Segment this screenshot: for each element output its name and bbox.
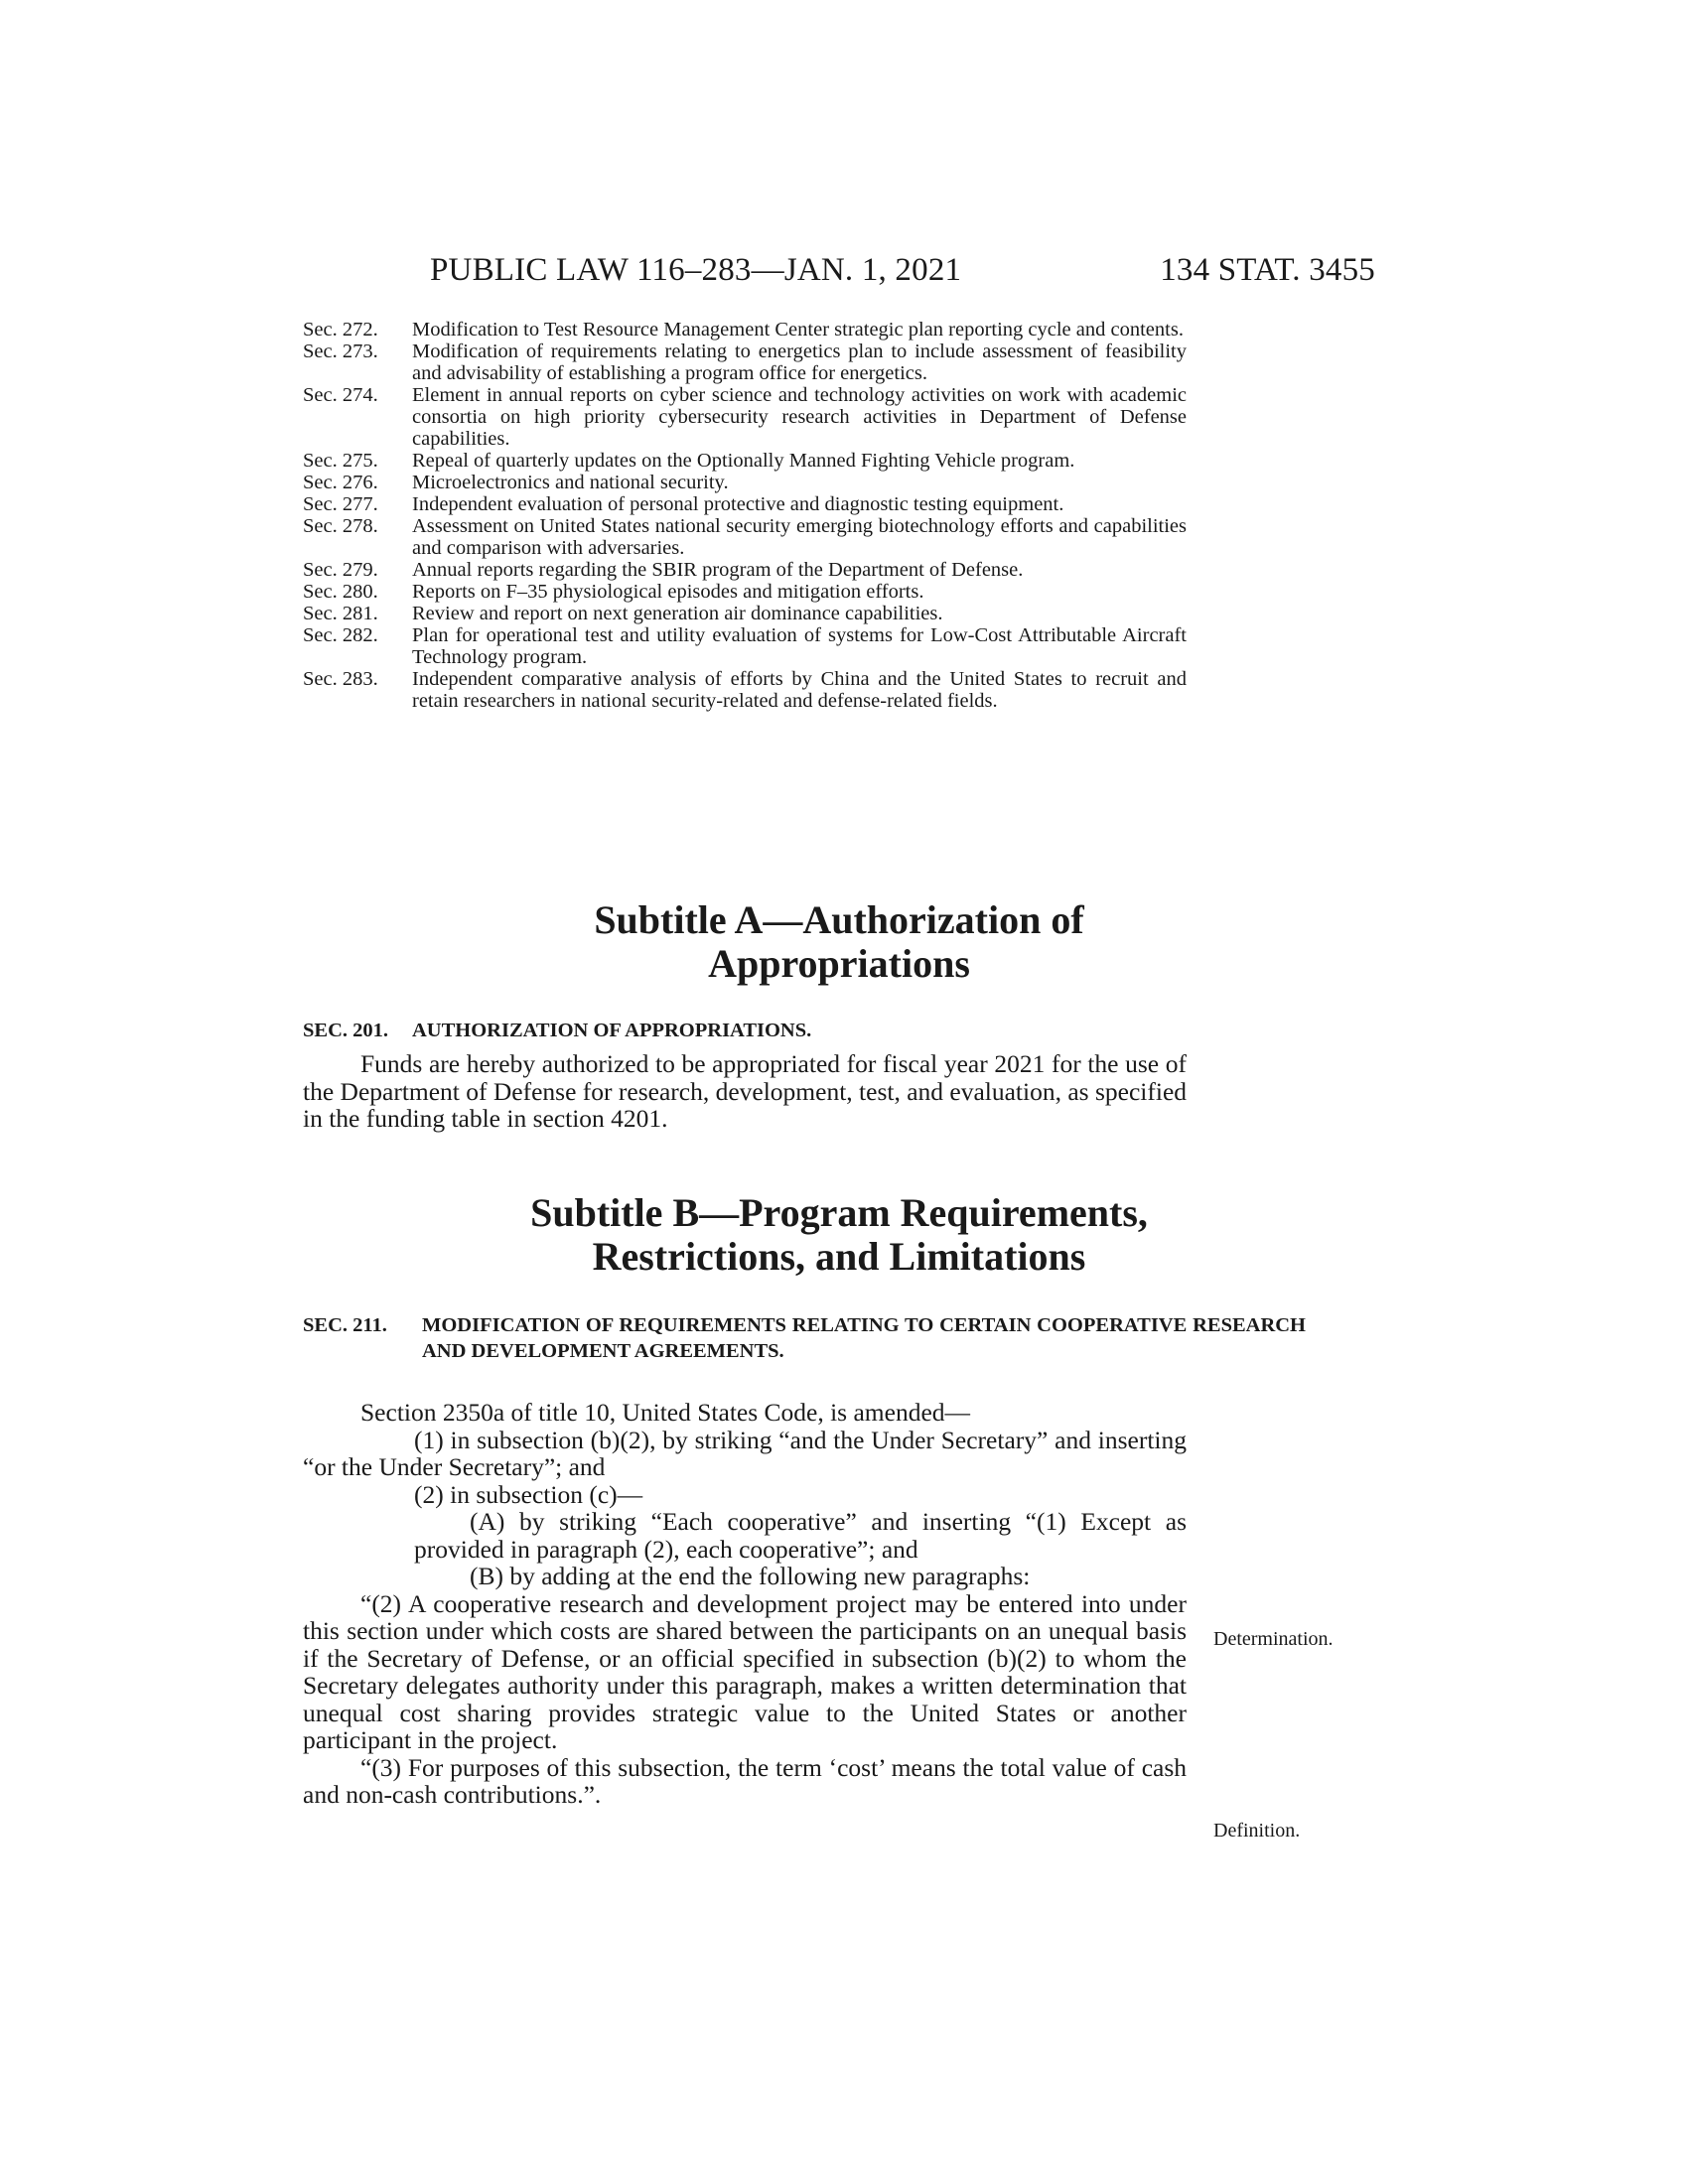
paragraph: (1) in subsection (b)(2), by striking “and the Under Secretary” and inserting “or the Under Secretary”; and bbox=[303, 1425, 1187, 1481]
sec-201-body bbox=[303, 1050, 1187, 1133]
header-stat-page: 134 STAT. 3455 bbox=[1160, 252, 1375, 288]
toc-entry bbox=[303, 450, 1187, 472]
toc-entry bbox=[303, 319, 1187, 341]
subtitle-b-line1: Subtitle B—Program Requirements, bbox=[530, 1190, 1148, 1235]
sec-211-heading bbox=[303, 1312, 1306, 1364]
toc-entry bbox=[303, 581, 1187, 603]
margin-note-determination: Determination. bbox=[1213, 1628, 1334, 1650]
toc-entry-text: Reports on F–35 physiological episodes and mitigation efforts. bbox=[412, 581, 924, 603]
toc-entry-number: Sec. 281. bbox=[303, 603, 378, 624]
paragraph: (A) by striking “Each cooperative” and inserting “(1) Except as provided in paragraph (2), each cooperative”; and bbox=[414, 1507, 1187, 1564]
toc-entry bbox=[303, 493, 1187, 515]
toc-entry-text: Microelectronics and national security. bbox=[412, 472, 729, 493]
table-of-contents bbox=[303, 319, 1187, 712]
sec-201-heading bbox=[303, 1020, 1296, 1041]
toc-entry-number: Sec. 278. bbox=[303, 515, 378, 537]
toc-entry-number: Sec. 272. bbox=[303, 319, 378, 341]
toc-entry-text: Modification to Test Resource Management Center strategic plan reporting cycle and contents. bbox=[412, 319, 1184, 341]
sec-211-body bbox=[303, 1399, 1187, 1809]
header-title: PUBLIC LAW 116–283—JAN. 1, 2021 bbox=[430, 252, 962, 288]
toc-entry-number: Sec. 277. bbox=[303, 493, 378, 515]
paragraph: (B) by adding at the end the following new paragraphs: bbox=[470, 1562, 1031, 1590]
toc-entry-text: Element in annual reports on cyber science and technology activities on work with academic consortia on high priority cybersecurity research activities in Department of Defense capabilities. bbox=[412, 384, 1187, 450]
toc-entry-number: Sec. 279. bbox=[303, 559, 378, 581]
section-title: MODIFICATION OF REQUIREMENTS RELATING TO CERTAIN COOPERATIVE RESEARCH AND DEVELOPMENT AGREEMENTS. bbox=[422, 1314, 1306, 1362]
toc-entry-text: Repeal of quarterly updates on the Optionally Manned Fighting Vehicle program. bbox=[412, 450, 1075, 472]
paragraph: Funds are hereby authorized to be appropriated for fiscal year 2021 for the use of the Department of Defense for research, development, test, and evaluation, as specified in the funding table in section 4201. bbox=[303, 1049, 1188, 1133]
toc-entry-number: Sec. 275. bbox=[303, 450, 378, 472]
paragraph: Section 2350a of title 10, United States Code, is amended— bbox=[360, 1398, 971, 1427]
paragraph: “(3) For purposes of this subsection, the term ‘cost’ means the total value of cash and non-cash contributions.”. bbox=[303, 1752, 1187, 1809]
toc-entry-number: Sec. 280. bbox=[303, 581, 378, 603]
subtitle-a-line1: Subtitle A—Authorization of bbox=[594, 897, 1084, 942]
toc-entry-text: Annual reports regarding the SBIR program of the Department of Defense. bbox=[412, 559, 1024, 581]
toc-entry-text: Assessment on United States national security emerging biotechnology efforts and capabilities and comparison with adversaries. bbox=[412, 515, 1187, 559]
toc-entry-number: Sec. 283. bbox=[303, 668, 378, 690]
margin-note-definition: Definition. bbox=[1213, 1820, 1301, 1842]
toc-entry-text: Plan for operational test and utility evaluation of systems for Low-Cost Attributable Aircraft Technology program. bbox=[412, 624, 1187, 668]
toc-entry bbox=[303, 559, 1187, 581]
paragraph: (2) in subsection (c)— bbox=[414, 1479, 643, 1509]
toc-entry-text: Independent evaluation of personal protective and diagnostic testing equipment. bbox=[412, 493, 1064, 515]
subtitle-b-heading bbox=[303, 1191, 1375, 1279]
toc-entry-text: Review and report on next generation air dominance capabilities. bbox=[412, 603, 943, 624]
section-title: AUTHORIZATION OF APPROPRIATIONS. bbox=[412, 1020, 812, 1041]
toc-entry-number: Sec. 273. bbox=[303, 341, 378, 362]
toc-entry-number: Sec. 276. bbox=[303, 472, 378, 493]
toc-entry bbox=[303, 384, 1187, 450]
toc-entry bbox=[303, 668, 1187, 712]
toc-entry bbox=[303, 603, 1187, 624]
toc-entry-text: Independent comparative analysis of efforts by China and the United States to recruit and retain researchers in national security-related and defense-related fields. bbox=[412, 668, 1187, 712]
toc-entry bbox=[303, 341, 1187, 384]
toc-entry-text: Modification of requirements relating to energetics plan to include assessment of feasibility and advisability of establishing a program office for energetics. bbox=[412, 341, 1187, 384]
toc-entry bbox=[303, 624, 1187, 668]
paragraph: “(2) A cooperative research and development project may be entered into under this section under which costs are shared between the participants on an unequal basis if the Secretary of Defense, or an official specified in subsection (b)(2) to whom the Secretary delegates authority under this paragraph, makes a written determination that unequal cost sharing provides strategic value to the United States or another participant in the project. bbox=[303, 1588, 1187, 1754]
subtitle-b-line2: Restrictions, and Limitations bbox=[592, 1234, 1086, 1279]
toc-entry-number: Sec. 282. bbox=[303, 624, 378, 646]
subtitle-a-line2: Appropriations bbox=[708, 941, 970, 986]
section-number: SEC. 211. bbox=[303, 1314, 387, 1336]
section-number: SEC. 201. bbox=[303, 1020, 389, 1041]
toc-entry-number: Sec. 274. bbox=[303, 384, 378, 406]
toc-entry bbox=[303, 515, 1187, 559]
subtitle-a-heading bbox=[303, 898, 1375, 986]
toc-entry bbox=[303, 472, 1187, 493]
